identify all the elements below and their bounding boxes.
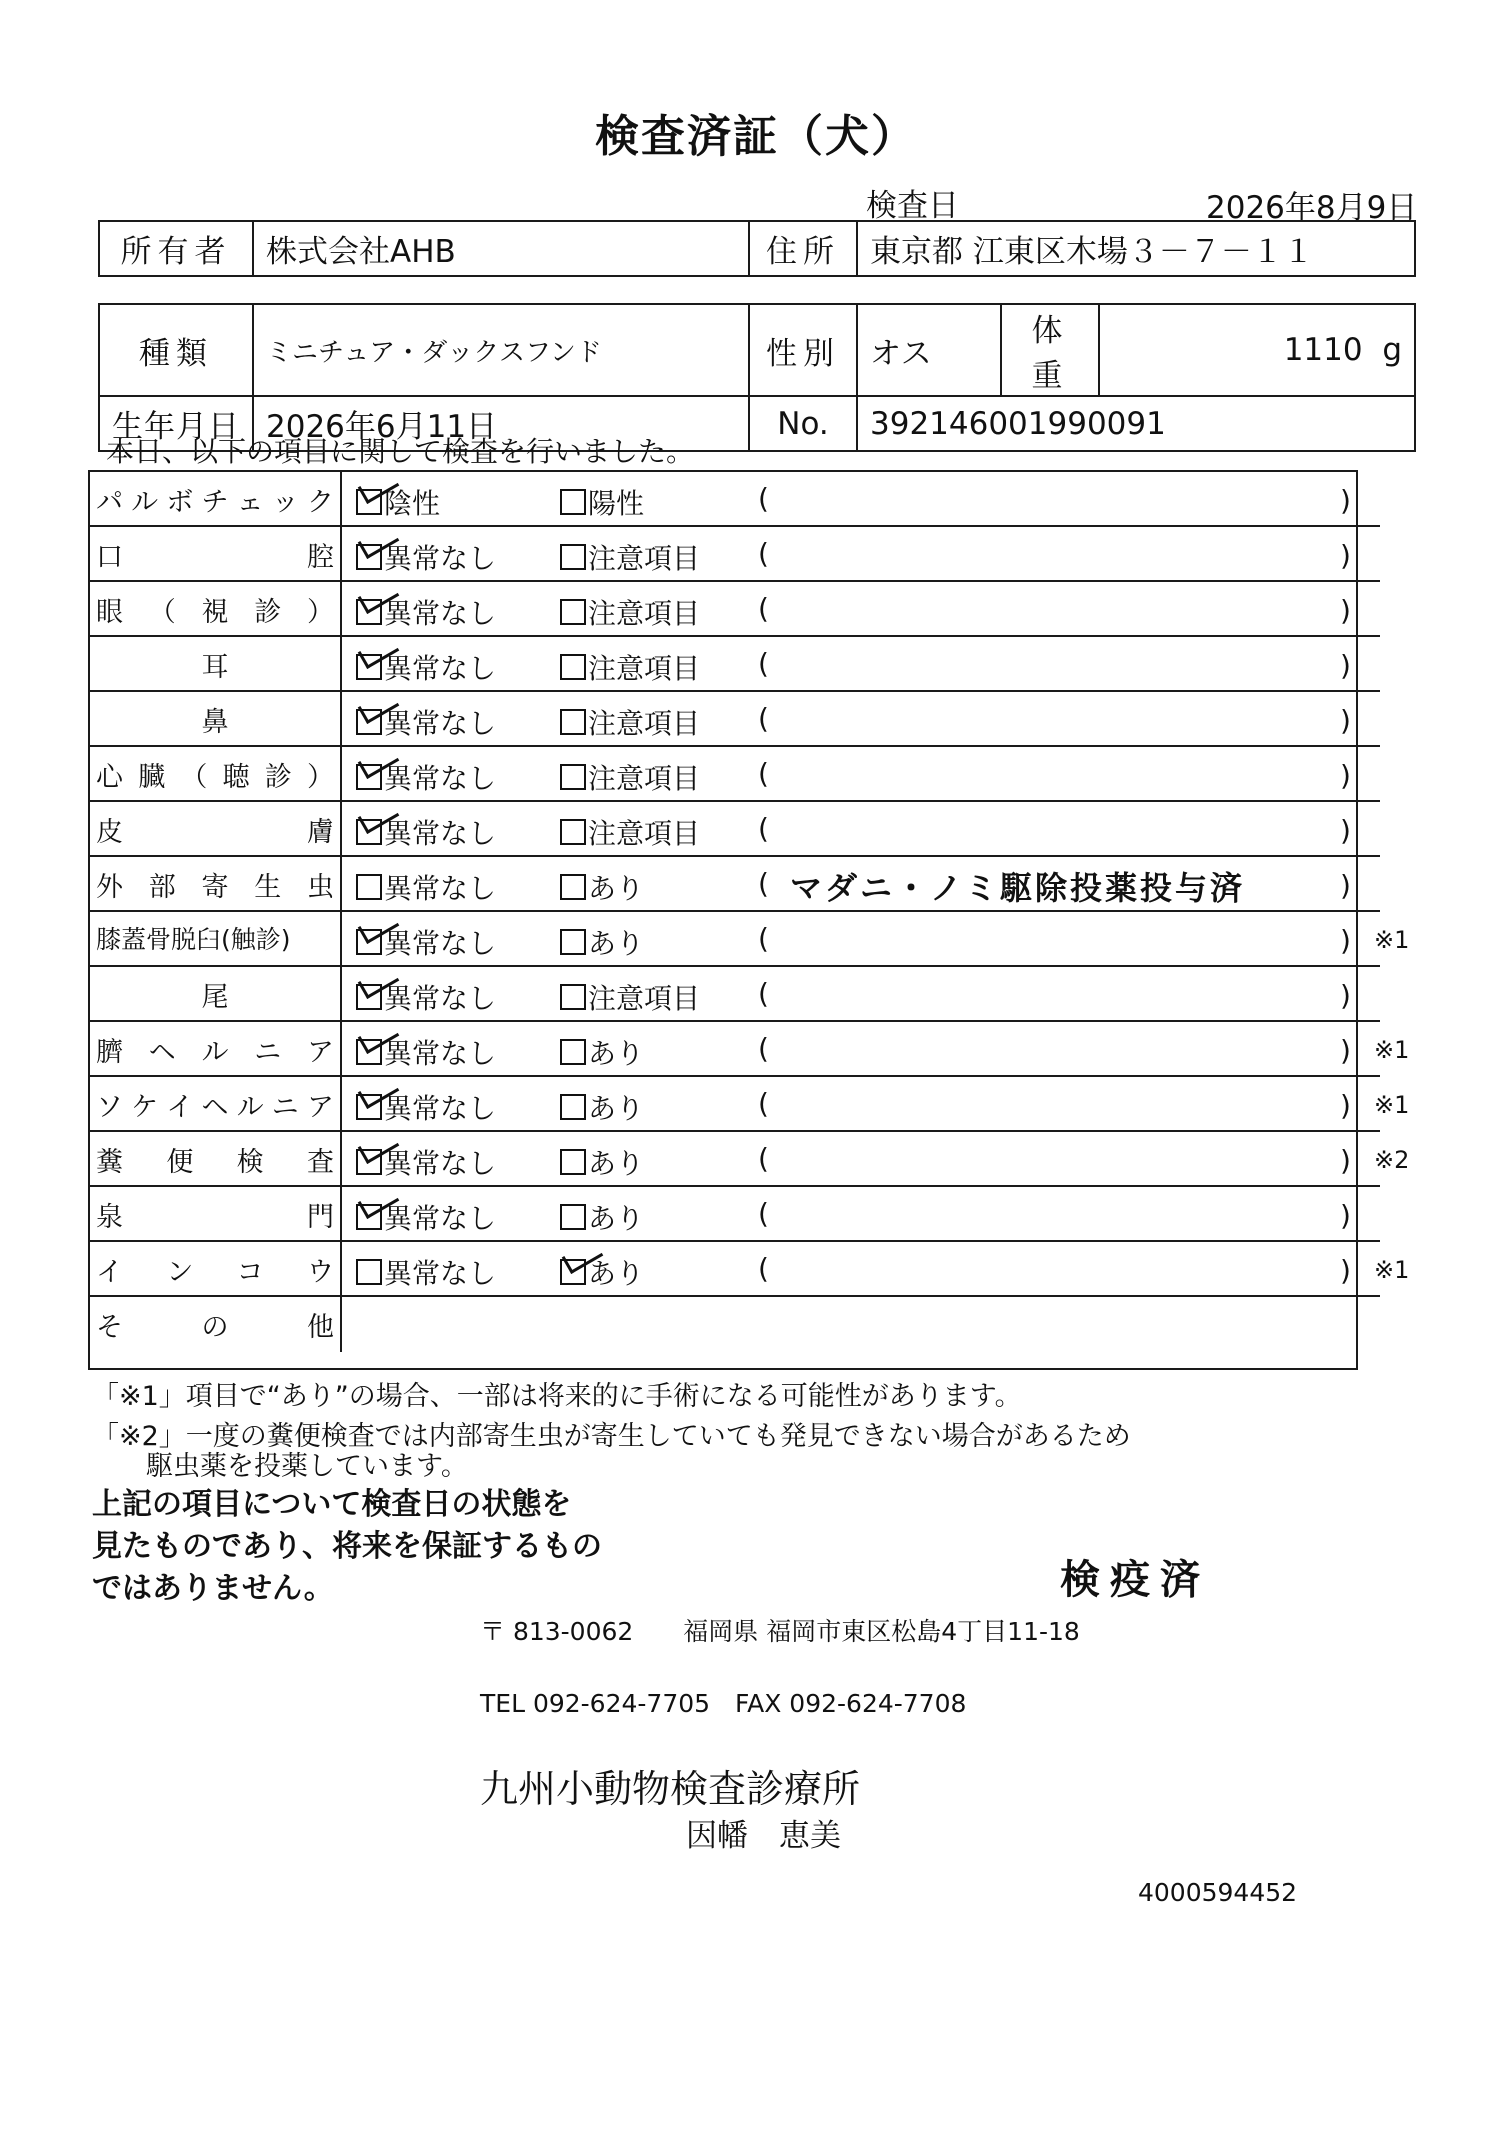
disclaimer: 上記の項目について検査日の状態を 見たものであり、将来を保証するもの ではありません。: [92, 1487, 602, 1606]
close-paren: ): [1340, 1199, 1351, 1232]
checkbox-icon[interactable]: [560, 1204, 586, 1230]
open-paren: (: [758, 812, 769, 845]
column-divider: [340, 912, 342, 967]
inspection-row: [90, 1132, 1410, 1187]
checked-checkbox-icon[interactable]: [356, 929, 382, 955]
footnote-2-cont: 駆虫薬を投薬しています。: [92, 1451, 468, 1482]
open-paren: (: [758, 1032, 769, 1065]
document-code: 4000594452: [1138, 1878, 1298, 1907]
option-label: 異常なし: [384, 817, 497, 850]
inspection-grid: [88, 470, 1410, 1370]
inspection-row: [90, 1077, 1410, 1132]
inspection-item-name: 糞 便 検 査: [96, 1147, 334, 1178]
inspection-row: [90, 1187, 1380, 1242]
open-paren: (: [758, 482, 769, 515]
checkbox-icon[interactable]: [356, 1259, 382, 1285]
sex-value: オス: [857, 304, 1001, 396]
option-finding[interactable]: [560, 647, 700, 687]
checkbox-icon[interactable]: [560, 544, 586, 570]
inspection-item-name: イ ン コ ウ: [96, 1257, 334, 1288]
close-paren: ): [1340, 814, 1351, 847]
close-paren: ): [1340, 649, 1351, 682]
footnote-mark: ※1: [1374, 1036, 1410, 1064]
open-paren: (: [758, 977, 769, 1010]
inspection-item-name: 耳: [201, 652, 229, 683]
owner-value: 株式会社AHB: [253, 221, 749, 276]
option-label: 異常なし: [384, 927, 497, 960]
sex-label: 性別: [749, 304, 857, 396]
option-label: 異常なし: [384, 542, 497, 575]
inspection-item-name: 眼 （ 視 診 ）: [96, 597, 334, 628]
checked-checkbox-icon[interactable]: [356, 1094, 382, 1120]
open-paren: (: [758, 1197, 769, 1230]
inspection-item-name: 鼻: [201, 707, 229, 738]
inspection-item-name: 尾: [201, 982, 229, 1013]
option-normal[interactable]: [356, 812, 496, 852]
close-paren: ): [1340, 594, 1351, 627]
option-label: 注意項目: [588, 762, 701, 795]
weight-value: 1110: [1283, 332, 1363, 368]
checked-checkbox-icon[interactable]: [356, 1149, 382, 1175]
option-label: 陰性: [384, 487, 441, 520]
inspection-item-name: パ ル ボ チ ェ ッ ク: [96, 487, 334, 518]
exam-date-value: 2026年8月9日: [1206, 190, 1418, 226]
intro-text: 本日、以下の項目に関して検査を行いました。: [106, 435, 695, 468]
no-value: 392146001990091: [857, 396, 1415, 451]
checked-checkbox-icon[interactable]: [560, 1259, 586, 1285]
footnote-mark: ※1: [1374, 1091, 1410, 1119]
close-paren: ): [1340, 979, 1351, 1012]
column-divider: [340, 527, 342, 582]
checked-checkbox-icon[interactable]: [356, 1204, 382, 1230]
column-divider: [340, 1022, 342, 1077]
close-paren: ): [1340, 539, 1351, 572]
option-normal[interactable]: [356, 977, 496, 1017]
option-label: 異常なし: [384, 652, 497, 685]
option-normal[interactable]: [356, 1197, 496, 1237]
option-label: あり: [588, 872, 645, 905]
checked-checkbox-icon[interactable]: [356, 544, 382, 570]
open-paren: (: [758, 1252, 769, 1285]
option-label: あり: [588, 1037, 645, 1070]
option-finding[interactable]: [560, 867, 644, 907]
breed-label: 種類: [99, 304, 253, 396]
close-paren: ): [1340, 869, 1351, 902]
close-paren: ): [1340, 1089, 1351, 1122]
option-label: 異常なし: [384, 1147, 497, 1180]
option-label: あり: [588, 1202, 645, 1235]
checkbox-icon[interactable]: [560, 984, 586, 1010]
option-finding[interactable]: [560, 812, 700, 852]
inspection-item-name: 外 部 寄 生 虫: [96, 872, 334, 903]
footnote-mark: ※2: [1374, 1146, 1410, 1174]
option-label: 注意項目: [588, 542, 701, 575]
checkbox-icon[interactable]: [560, 929, 586, 955]
option-label: 異常なし: [384, 872, 497, 905]
option-finding[interactable]: [560, 757, 700, 797]
option-label: 陽性: [588, 487, 645, 520]
footnote-mark: ※1: [1374, 1256, 1410, 1284]
option-normal[interactable]: [356, 647, 496, 687]
checked-checkbox-icon[interactable]: [356, 984, 382, 1010]
option-normal[interactable]: [356, 1142, 496, 1182]
column-divider: [340, 857, 342, 912]
owner-table: [98, 220, 1416, 277]
option-normal[interactable]: [356, 1252, 496, 1292]
option-label: 異常なし: [384, 597, 497, 630]
option-label: 注意項目: [588, 817, 701, 850]
inspection-item-name: そ の 他: [96, 1312, 334, 1343]
checked-checkbox-icon[interactable]: [356, 599, 382, 625]
option-finding[interactable]: [560, 1197, 644, 1237]
checked-checkbox-icon[interactable]: [356, 654, 382, 680]
option-finding[interactable]: [560, 922, 644, 962]
open-paren: (: [758, 647, 769, 680]
option-label: 異常なし: [384, 1092, 497, 1125]
column-divider: [340, 1187, 342, 1242]
checked-checkbox-icon[interactable]: [356, 1039, 382, 1065]
close-paren: ): [1340, 704, 1351, 737]
option-label: 注意項目: [588, 982, 701, 1015]
column-divider: [340, 747, 342, 802]
inspection-row: [90, 582, 1380, 637]
inspection-row: [90, 912, 1410, 967]
option-finding[interactable]: [560, 482, 644, 522]
option-label: あり: [588, 1147, 645, 1180]
close-paren: ): [1340, 484, 1351, 517]
checkbox-icon[interactable]: [560, 654, 586, 680]
option-finding[interactable]: [560, 1032, 644, 1072]
close-paren: ): [1340, 1144, 1351, 1177]
close-paren: ): [1340, 1034, 1351, 1067]
option-finding[interactable]: [560, 977, 700, 1017]
open-paren: (: [758, 1087, 769, 1120]
column-divider: [340, 967, 342, 1022]
option-label: 注意項目: [588, 652, 701, 685]
checked-checkbox-icon[interactable]: [356, 709, 382, 735]
option-label: 注意項目: [588, 707, 701, 740]
option-label: 異常なし: [384, 1202, 497, 1235]
clinic-contact: TEL 092-624-7705 FAX 092-624-7708: [480, 1689, 967, 1718]
open-paren: (: [758, 757, 769, 790]
no-label: No.: [749, 396, 857, 451]
column-divider: [340, 472, 342, 527]
open-paren: (: [758, 702, 769, 735]
option-label: 異常なし: [384, 707, 497, 740]
option-normal[interactable]: [356, 482, 440, 522]
clinic-name: 九州小動物検査診療所: [480, 1767, 861, 1811]
option-normal[interactable]: [356, 537, 496, 577]
option-finding[interactable]: [560, 592, 700, 632]
vet-name: 因幡 恵美: [686, 1818, 841, 1854]
open-paren: (: [758, 1142, 769, 1175]
exam-date-label: 検査日: [866, 188, 959, 224]
checked-checkbox-icon[interactable]: [356, 764, 382, 790]
checked-checkbox-icon[interactable]: [356, 819, 382, 845]
breed-value: ミニチュア・ダックスフンド: [253, 304, 749, 396]
open-paren: (: [758, 867, 769, 900]
inspection-item-name: 心 臓 （ 聴 診 ）: [96, 762, 334, 793]
option-normal[interactable]: [356, 757, 496, 797]
checkbox-icon[interactable]: [560, 1149, 586, 1175]
close-paren: ): [1340, 1254, 1351, 1287]
option-finding[interactable]: [560, 537, 700, 577]
address-label: 住所: [749, 221, 857, 276]
checkbox-icon[interactable]: [560, 709, 586, 735]
column-divider: [340, 1242, 342, 1297]
option-normal[interactable]: [356, 922, 496, 962]
weight-unit: g: [1382, 332, 1402, 368]
close-paren: ): [1340, 759, 1351, 792]
option-label: 異常なし: [384, 762, 497, 795]
inspection-item-name: 口 腔: [96, 542, 334, 573]
checkbox-icon[interactable]: [560, 819, 586, 845]
address-value: 東京都 江東区木場３－７－１１: [857, 221, 1415, 276]
remark-text: マダニ・ノミ駆除投薬投与済: [790, 869, 1246, 907]
checkbox-icon[interactable]: [560, 599, 586, 625]
inspection-item-name: ソ ケ イ ヘ ル ニ ア: [96, 1092, 334, 1123]
owner-label: 所有者: [99, 221, 253, 276]
inspection-row: [90, 527, 1380, 582]
birth-value: 2026年6月11日: [253, 396, 749, 451]
inspection-row: [90, 1297, 1380, 1352]
open-paren: (: [758, 592, 769, 625]
option-label: あり: [588, 1257, 645, 1290]
inspection-item-name: 臍 ヘ ル ニ ア: [96, 1037, 334, 1068]
checkbox-icon[interactable]: [560, 489, 586, 515]
document-title: 検査済証（犬）: [595, 111, 917, 162]
option-finding[interactable]: [560, 1087, 644, 1127]
option-finding[interactable]: [560, 702, 700, 742]
column-divider: [340, 1077, 342, 1132]
inspected-seal: 検疫済: [1060, 1557, 1210, 1603]
footnote-mark: ※1: [1374, 926, 1410, 954]
inspection-row: [90, 747, 1380, 802]
inspection-row: [90, 1242, 1410, 1297]
option-label: 異常なし: [384, 1037, 497, 1070]
inspection-row: [90, 637, 1380, 692]
checkbox-icon[interactable]: [356, 874, 382, 900]
weight-cell: [1099, 304, 1415, 396]
option-normal[interactable]: [356, 867, 496, 907]
column-divider: [340, 637, 342, 692]
weight-label: 体重: [1001, 304, 1099, 396]
inspection-item-name: 皮 膚: [96, 817, 334, 848]
inspection-row: [90, 692, 1380, 747]
inspection-item-name: 泉 門: [96, 1202, 334, 1233]
inspection-row: [90, 967, 1380, 1022]
inspection-row: [90, 857, 1380, 912]
checkbox-icon[interactable]: [560, 1094, 586, 1120]
checkbox-icon[interactable]: [560, 764, 586, 790]
column-divider: [340, 1297, 342, 1352]
open-paren: (: [758, 922, 769, 955]
column-divider: [340, 582, 342, 637]
option-finding[interactable]: [560, 1142, 644, 1182]
close-paren: ): [1340, 924, 1351, 957]
inspection-row: [90, 472, 1380, 527]
option-normal[interactable]: [356, 1032, 496, 1072]
inspection-item-name: 膝蓋骨脱臼(触診): [96, 925, 291, 954]
checkbox-icon[interactable]: [560, 874, 586, 900]
inspection-row: [90, 1022, 1410, 1077]
column-divider: [340, 1132, 342, 1187]
option-label: あり: [588, 1092, 645, 1125]
clinic-address: 〒 813-0062 福岡県 福岡市東区松島4丁目11-18: [480, 1617, 1080, 1646]
column-divider: [340, 802, 342, 857]
option-label: 異常なし: [384, 982, 497, 1015]
checked-checkbox-icon[interactable]: [356, 489, 382, 515]
option-normal[interactable]: [356, 702, 496, 742]
option-label: あり: [588, 927, 645, 960]
option-normal[interactable]: [356, 1087, 496, 1127]
column-divider: [340, 692, 342, 747]
inspection-row: [90, 802, 1380, 857]
birth-label: 生年月日: [99, 396, 253, 451]
option-label: 異常なし: [384, 1257, 497, 1290]
checkbox-icon[interactable]: [560, 1039, 586, 1065]
footnote-1: 「※1」項目で“あり”の場合、一部は将来的に手術になる可能性があります。: [92, 1381, 1022, 1412]
open-paren: (: [758, 537, 769, 570]
option-label: 注意項目: [588, 597, 701, 630]
footnote-2: 「※2」一度の糞便検査では内部寄生虫が寄生していても発見できない場合があるため: [92, 1421, 1131, 1452]
option-normal[interactable]: [356, 592, 496, 632]
option-finding[interactable]: [560, 1252, 644, 1292]
